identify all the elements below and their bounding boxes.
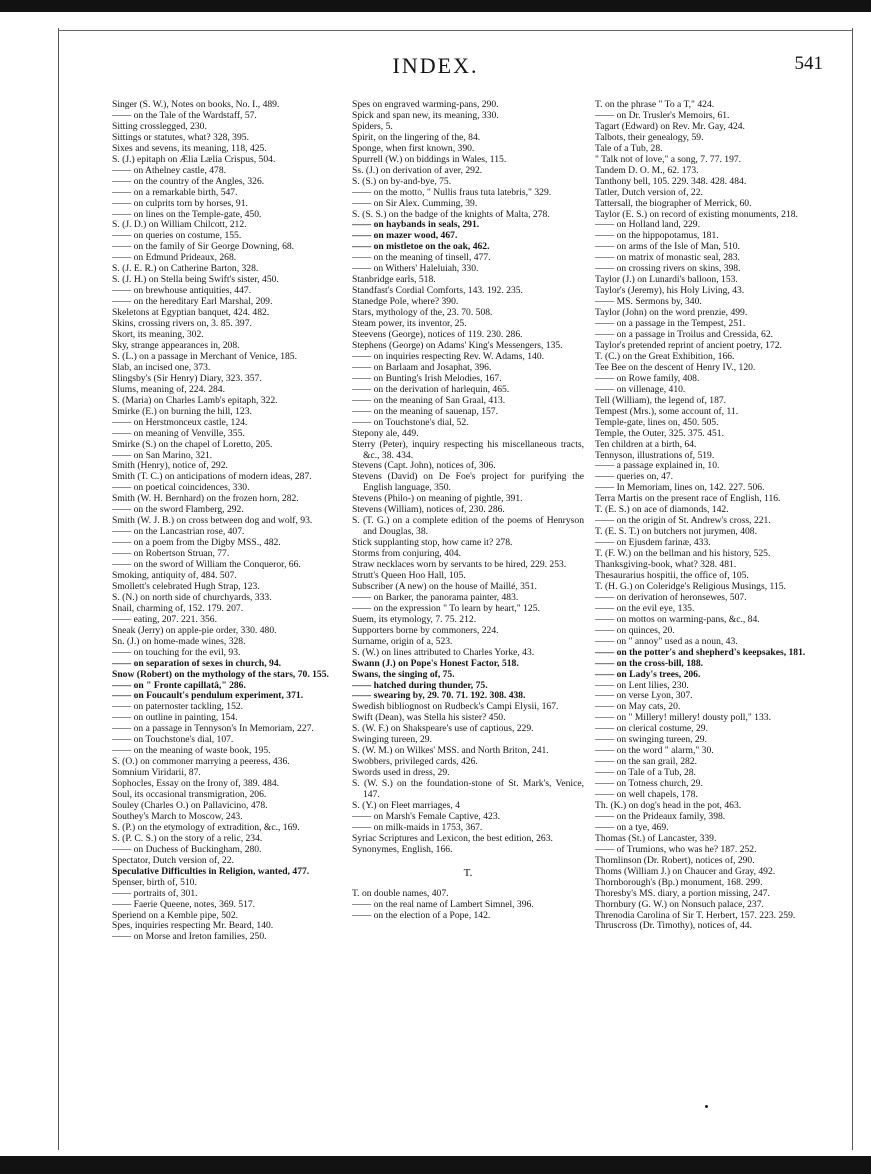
index-entry: Souley (Charles O.) on Pallavicino, 478.: [112, 800, 268, 811]
index-entry: —— on Dr. Trusler's Memoirs, 61.: [595, 109, 730, 121]
index-entry: —— on a poem from the Digby MSS., 482.: [112, 537, 281, 549]
index-entry: Spick and span new, its meaning, 330.: [352, 109, 499, 121]
index-entry: Storms from conjuring, 404.: [352, 548, 461, 560]
index-entry: —— on Bunting's Irish Melodies, 167.: [352, 372, 502, 384]
index-entry: Stevens (David) on De Foe's project for purifying the English language, 350.: [352, 471, 584, 494]
index-entry: —— on the election of a Pope, 142.: [352, 909, 491, 921]
index-entry: S. (Y.) on Fleet marriages, 4: [352, 800, 460, 811]
index-entry: Sixes and sevens, its meaning, 118, 425.: [112, 142, 267, 154]
index-entry: Tatler, Dutch version of, 22.: [595, 186, 703, 198]
index-entry: —— on Touchstone's dial, 107.: [112, 734, 234, 746]
index-entry: —— a passage explained in, 10.: [595, 460, 720, 472]
index-entry: —— on a passage in the Tempest, 251.: [595, 318, 746, 330]
index-entry: S. (P. C. S.) on the story of a relic, 234.: [112, 832, 263, 844]
index-entry: Subscriber (A new) on the house of Maillé, 351.: [352, 580, 537, 592]
index-entry: Spenser, birth of, 510.: [112, 876, 197, 888]
index-entry: —— on the meaning of waste book, 195.: [112, 745, 271, 757]
index-entry: Smith (T. C.) on anticipations of modern ideas, 287.: [112, 471, 312, 483]
index-entry: Stevens (Capt. John), notices of, 306.: [352, 460, 496, 472]
index-entry: —— on a passage in Troilus and Cressida, 62.: [595, 329, 774, 341]
index-entry: —— MS. Sermons by, 340.: [595, 296, 702, 308]
index-entry: Stephens (George) on Adams' King's Messengers, 135.: [352, 339, 563, 351]
index-entry: S. (P.) on the etymology of extradition, &c., 169.: [112, 821, 300, 833]
index-entry: S. (Maria) on Charles Lamb's epitaph, 322.: [112, 394, 278, 406]
index-entry: Southey's March to Moscow, 243.: [112, 810, 243, 822]
index-entry: Thomas (St.) of Lancaster, 339.: [595, 832, 717, 844]
index-entry: —— on the Lancastrian rose, 407.: [112, 526, 245, 538]
index-entry: Stars, mythology of the, 23. 70. 508.: [352, 307, 493, 319]
index-entry: —— on the hereditary Earl Marshal, 209.: [112, 296, 273, 308]
index-entry: Tandem D. O. M., 62. 173.: [595, 164, 699, 176]
index-entry: Singer (S. W.), Notes on books, No. I., 489.: [112, 99, 280, 110]
index-entry: Spes, inquiries respecting Mr. Beard, 140.: [112, 920, 274, 932]
index-entry: Taylor's (Jeremy), his Holy Living, 43.: [595, 285, 745, 297]
index-entry: —— on touching for the evil, 93.: [112, 646, 241, 658]
index-entry: —— on May cats, 20.: [595, 701, 681, 713]
index-entry: —— on clerical costume, 29.: [595, 723, 708, 735]
index-entry: Suem, its etymology, 7. 75. 212.: [352, 613, 477, 625]
index-entry: —— eating, 207. 221. 356.: [112, 613, 217, 625]
index-entry: —— on mazer wood, 467.: [352, 230, 458, 242]
index-entry: Swann (J.) on Pope's Honest Factor, 518.: [352, 657, 519, 669]
index-entry: Tempest (Mrs.), some account of, 11.: [595, 405, 739, 417]
index-entry: —— on Duchess of Buckingham, 280.: [112, 843, 262, 855]
index-entry: Smollett's celebrated Hugh Strap, 123.: [112, 580, 260, 592]
index-entry: T. (E. S.) on ace of diamonds, 142.: [595, 504, 729, 516]
index-entry: T. (C.) on the Great Exhibition, 166.: [595, 350, 735, 362]
index-entry: —— on haybands in seals, 291.: [352, 219, 480, 231]
index-entry: —— on milk-maids in 1753, 367.: [352, 821, 483, 833]
index-entry: —— portraits of, 301.: [112, 887, 198, 899]
index-entry: Taylor (John) on the word prenzie, 499.: [595, 307, 748, 319]
index-entry: —— on the sword of William the Conqueror, 66.: [112, 559, 301, 571]
index-entry: Skins, crossing rivers on, 3. 85. 397.: [112, 318, 252, 330]
index-entry: —— on poetical coincidences, 330.: [112, 482, 250, 494]
index-entry: —— on arms of the Isle of Man, 510.: [595, 241, 740, 253]
index-entry: Ss. (J.) on derivation of aver, 292.: [352, 164, 483, 176]
index-entry: Synonymes, English, 166.: [352, 843, 453, 855]
index-entry: —— on Ejusdem farinæ, 433.: [595, 537, 711, 549]
index-column-1: [112, 100, 340, 943]
index-entry: —— on swinging tureen, 29.: [595, 734, 707, 746]
index-entry: —— on the real name of Lambert Simnel, 396.: [352, 898, 534, 910]
index-entry: Swedish bibliognost on Rudbeck's Campi Elysii, 167.: [352, 701, 559, 713]
index-entry: Thoms (William J.) on Chaucer and Gray, 492.: [595, 865, 776, 877]
index-entry: Steevens (George), notices of 119. 230. 286.: [352, 329, 523, 341]
index-entry: —— on culprits torn by horses, 91.: [112, 197, 248, 209]
index-entry: Syriac Scriptures and Lexicon, the best edition, 263.: [352, 832, 553, 844]
index-entry: —— Faerie Queene, notes, 369. 517.: [112, 898, 256, 910]
index-entry: Skeletons at Egyptian banquet, 424. 482.: [112, 307, 270, 319]
scan-top-edge: [0, 0, 871, 12]
index-entry: —— on Barlaam and Josaphat, 396.: [352, 361, 492, 373]
index-entry: Sitting crosslegged, 230.: [112, 120, 207, 132]
index-entry: Thornbury (G. W.) on Nonsuch palace, 237.: [595, 898, 764, 910]
index-entry: S. (W. M.) on Wilkes' MSS. and North Briton, 241.: [352, 745, 549, 757]
index-entry: Spurrell (W.) on biddings in Wales, 115.: [352, 153, 507, 165]
index-entry: Sittings or statutes, what? 328, 395.: [112, 131, 249, 143]
index-entry: —— on brewhouse antiquities, 447.: [112, 285, 252, 297]
index-entry: —— on the sword Flamberg, 292.: [112, 504, 244, 516]
index-entry: Spectator, Dutch version of, 22.: [112, 854, 234, 866]
index-entry: Slums, meaning of, 224. 284.: [112, 383, 225, 395]
index-entry: —— on the hippopotamus, 181.: [595, 230, 719, 242]
index-entry: —— on meaning of Venville, 355.: [112, 427, 245, 439]
index-entry: —— on Robertson Struan, 77.: [112, 548, 230, 560]
index-entry: —— on the evil eye, 135.: [595, 602, 695, 614]
index-entry: —— on inquiries respecting Rev. W. Adams, 140.: [352, 350, 545, 362]
index-entry: T. on the phrase " To a T," 424.: [595, 99, 715, 110]
index-entry: —— on a passage in Tennyson's In Memoriam, 227.: [112, 723, 314, 735]
index-entry: Sn. (J.) on home-made wines, 328.: [112, 635, 246, 647]
index-entry: Thesaurarius hospitii, the office of, 105.: [595, 569, 749, 581]
index-entry: Terra Martis on the present race of English, 116.: [595, 493, 781, 505]
index-entry: —— on derivation of heronsewes, 507.: [595, 591, 747, 603]
page-title: INDEX.: [392, 53, 479, 78]
page-number: 541: [794, 53, 823, 74]
index-entry: Sterry (Peter), inquiry respecting his miscellaneous tracts, &c., 38. 434.: [352, 438, 584, 461]
index-entry: T. on double names, 407.: [352, 887, 449, 899]
index-entry: —— on the meaning of sauenap, 157.: [352, 405, 499, 417]
index-entry: T. (F. W.) on the bellman and his history, 525.: [595, 548, 771, 560]
index-entry: S. (O.) on commoner marrying a peeress, 436.: [112, 756, 290, 768]
index-entry: —— on the potter's and shepherd's keepsakes, 181.: [595, 646, 806, 658]
index-entry: Smith (Henry), notice of, 292.: [112, 460, 228, 472]
index-entry: —— on a tye, 469.: [595, 821, 669, 833]
index-entry: —— on the meaning of San Graal, 413.: [352, 394, 506, 406]
index-entry: Tell (William), the legend of, 187.: [595, 394, 727, 406]
index-entry: —— on the Prideaux family, 398.: [595, 810, 726, 822]
index-entry: Smith (W. H. Bernhard) on the frozen horn, 282.: [112, 493, 299, 505]
index-entry: —— on the expression " To learn by heart," 125.: [352, 602, 540, 614]
index-entry: —— on Marsh's Female Captive, 423.: [352, 810, 501, 822]
index-entry: Speculative Difficulties in Religion, wanted, 477.: [112, 865, 310, 877]
index-entry: —— on well chapels, 178.: [595, 789, 698, 801]
index-entry: —— on Athelney castle, 478.: [112, 164, 227, 176]
scan-bottom-edge: [0, 1156, 871, 1174]
index-entry: Tagart (Edward) on Rev. Mr. Gay, 424.: [595, 120, 745, 132]
index-entry: Strutt's Queen Hoo Hall, 105.: [352, 569, 466, 581]
index-entry: Taylor's pretended reprint of ancient poetry, 172.: [595, 339, 782, 351]
index-entry: Slab, an incised one, 373.: [112, 361, 211, 373]
index-entry: Smith (W. J. B.) on cross between dog and wolf, 93.: [112, 515, 313, 527]
index-entry: Temple, the Outer, 325. 375. 451.: [595, 427, 724, 439]
index-entry: —— on the san grail, 282.: [595, 756, 698, 768]
index-entry: Smirke (S.) on the chapel of Loretto, 205.: [112, 438, 273, 450]
index-entry: —— on mottos on warming-pans, &c., 84.: [595, 613, 760, 625]
index-entry: —— on Lent lilies, 230.: [595, 679, 689, 691]
index-entry: Temple-gate, lines on, 450. 505.: [595, 416, 719, 428]
left-margin-rule: [58, 28, 59, 1150]
index-entry: —— on the derivation of harlequin, 465.: [352, 383, 510, 395]
index-entry: Swinging tureen, 29.: [352, 734, 432, 746]
index-entry: —— In Memoriam, lines on, 142. 227. 506.: [595, 482, 765, 494]
index-entry: Th. (K.) on dog's head in the pot, 463.: [595, 800, 742, 811]
index-entry: S. (N.) on north side of churchyards, 333.: [112, 591, 272, 603]
index-entry: —— on lines on the Temple-gate, 450.: [112, 208, 262, 220]
index-entry: —— on Lady's trees, 206.: [595, 668, 701, 680]
index-entry: Somnium Viridarii, 87.: [112, 767, 201, 779]
index-entry: Standfast's Cordial Comforts, 143. 192. 235.: [352, 285, 523, 297]
index-entry: —— hatched during thunder, 75.: [352, 679, 488, 691]
index-entry: Straw necklaces worn by servants to be hired, 229. 253.: [352, 559, 567, 571]
index-entry: —— on queries on costume, 155.: [112, 230, 242, 242]
index-entry: —— on the cross-bill, 188.: [595, 657, 704, 669]
index-entry: —— on Barker, the panorama painter, 483.: [352, 591, 519, 603]
index-entry: Thomlinson (Dr. Robert), notices of, 290.: [595, 854, 755, 866]
index-entry: Spirit, on the lingering of the, 84.: [352, 131, 481, 143]
index-entry: —— on Herstmonceux castle, 124.: [112, 416, 248, 428]
index-entry: Spiders, 5.: [352, 120, 393, 132]
index-entry: S. (J. H.) on Stella being Swift's sister, 450.: [112, 274, 279, 286]
index-entry: —— on Holland land, 229.: [595, 219, 700, 231]
top-margin-rule: [58, 30, 853, 31]
index-entry: Steam power, its inventor, 25.: [352, 318, 467, 330]
index-entry: —— on separation of sexes in church, 94.: [112, 657, 282, 669]
index-entry: Sneak (Jerry) on apple-pie order, 330. 480.: [112, 624, 277, 636]
index-entry: Taylor (E. S.) on record of existing monuments, 218.: [595, 208, 798, 220]
index-entry: —— on Touchstone's dial, 52.: [352, 416, 469, 428]
section-heading: T.: [463, 866, 473, 879]
index-entry: Tennyson, illustrations of, 519.: [595, 449, 715, 461]
index-entry: Swans, the singing of, 75.: [352, 668, 455, 680]
index-entry: Thruscross (Dr. Timothy), notices of, 44.: [595, 920, 752, 932]
index-entry: Tanthony bell, 105. 229. 348. 428. 484.: [595, 175, 747, 187]
index-entry: Swift (Dean), was Stella his sister? 450.: [352, 712, 506, 724]
index-entry: Swords used in dress, 29.: [352, 767, 450, 779]
index-entry: Smoking, antiquity of, 484. 507.: [112, 569, 237, 581]
index-entry: Thornborough's (Bp.) monument, 168. 299.: [595, 876, 763, 888]
index-entry: Skort, its meaning, 302.: [112, 329, 204, 341]
index-column-3: [595, 100, 833, 932]
index-entry: Slingsby's (Sir Henry) Diary, 323. 357.: [112, 372, 262, 384]
index-entry: Thoresby's MS. diary, a portion missing, 247.: [595, 887, 770, 899]
index-entry: —— on the motto, " Nullis fraus tuta latebris," 329.: [352, 186, 552, 198]
index-entry: Sophocles, Essay on the Irony of, 389. 484.: [112, 778, 280, 790]
index-entry: Snow (Robert) on the mythology of the stars, 70. 155.: [112, 668, 329, 680]
index-entry: —— queries on, 47.: [595, 471, 674, 483]
index-entry: S. (W. S.) on the foundation-stone of St. Mark's, Venice, 147.: [352, 778, 584, 801]
index-entry: —— on the origin of St. Andrew's cross, 221.: [595, 515, 771, 527]
index-entry: —— on " annoy" used as a noun, 43.: [595, 635, 738, 647]
index-entry: Speriend on a Kemble pipe, 502.: [112, 909, 239, 921]
index-entry: S. (W.) on lines attributed to Charles Yorke, 43.: [352, 646, 535, 658]
index-entry: —— on quinces, 20.: [595, 624, 675, 636]
index-entry: Thanksgiving-book, what? 328. 481.: [595, 559, 737, 571]
index-entry: —— on mistletoe on the oak, 462.: [352, 241, 490, 253]
index-entry: —— on matrix of monastic seal, 283.: [595, 252, 740, 264]
index-entry: S. (S.) on by-and-bye, 75.: [352, 175, 452, 187]
index-entry: S. (J.) epitaph on Ælia Lælia Crispus, 504.: [112, 153, 276, 165]
index-entry: S. (L.) on a passage in Merchant of Venice, 185.: [112, 350, 297, 362]
index-entry: T. (H. G.) on Coleridge's Religious Musings, 115.: [595, 580, 786, 592]
index-entry: Snail, charming of, 152. 179. 207.: [112, 602, 244, 614]
index-entry: Smirke (E.) on burning the hill, 123.: [112, 405, 252, 417]
index-entry: —— on Edmund Prideaux, 268.: [112, 252, 237, 264]
index-entry: Stevens (William), notices of, 230. 286.: [352, 504, 505, 516]
index-entry: " Talk not of love," a song, 7. 77. 197.: [595, 153, 742, 165]
index-entry: Threnodia Carolina of Sir T. Herbert, 157. 223. 259.: [595, 909, 796, 921]
index-entry: Stepony ale, 449.: [352, 427, 419, 439]
index-entry: —— on " Fronte capillatâ," 286.: [112, 679, 246, 691]
index-entry: Taylor (J.) on Lunardi's balloon, 153.: [595, 274, 738, 286]
index-entry: S. (T. G.) on a complete edition of the poems of Henryson and Douglas, 38.: [352, 515, 584, 538]
index-entry: T. (E. S. T.) on butchers not jurymen, 408.: [595, 526, 758, 538]
index-entry: —— on " Millery! millery! dousty poll," 133.: [595, 712, 771, 724]
index-entry: S. (W. F.) on Shakspeare's use of captious, 229.: [352, 723, 534, 735]
index-entry: Stanedge Pole, where? 390.: [352, 296, 459, 308]
index-entry: Tee Bee on the descent of Henry IV., 120.: [595, 361, 756, 373]
right-margin-rule: [852, 28, 853, 1150]
index-entry: —— on the family of Sir George Downing, 68.: [112, 241, 295, 253]
index-entry: —— on crossing rivers on skins, 398.: [595, 263, 741, 275]
index-entry: —— on verse Lyon, 307.: [595, 690, 693, 702]
index-entry: Spes on engraved warming-pans, 290.: [352, 99, 499, 110]
index-entry: Stevens (Philo-) on meaning of pightle, 391.: [352, 493, 523, 505]
index-entry: —— on Foucault's pendulum experiment, 371.: [112, 690, 304, 702]
index-entry: Talbots, their genealogy, 59.: [595, 131, 704, 143]
index-entry: Stanbridge earls, 518.: [352, 274, 436, 286]
stray-mark: [705, 1105, 708, 1108]
index-entry: Sponge, when first known, 390.: [352, 142, 475, 154]
index-entry: S. (S. S.) on the badge of the knights of Malta, 278.: [352, 208, 550, 220]
index-entry: —— on villenage, 410.: [595, 383, 686, 395]
index-entry: Stick supplanting stop, how came it? 278.: [352, 537, 513, 549]
index-entry: S. (J. E. R.) on Catherine Barton, 328.: [112, 263, 259, 275]
index-entry: —— on Totness church, 29.: [595, 778, 703, 790]
index-entry: —— on paternoster tackling, 152.: [112, 701, 244, 713]
index-entry: —— on San Marino, 321.: [112, 449, 213, 461]
index-entry: —— on the country of the Angles, 326.: [112, 175, 265, 187]
index-entry: —— on Morse and Ireton families, 250.: [112, 931, 267, 943]
index-entry: —— swearing by, 29. 70. 71. 192. 308. 438.: [352, 690, 526, 702]
index-entry: —— on outline in painting, 154.: [112, 712, 238, 724]
index-entry: —— on Tale of a Tub, 28.: [595, 767, 696, 779]
index-entry: Sky, strange appearances in, 208.: [112, 339, 240, 351]
index-entry: Tale of a Tub, 28.: [595, 142, 663, 154]
index-entry: —— of Trumions, who was he? 187. 252.: [595, 843, 757, 855]
index-entry: —— on Rowe family, 408.: [595, 372, 700, 384]
index-entry: Swobbers, privileged cards, 426.: [352, 756, 478, 768]
index-entry: Tattersall, the biographer of Merrick, 60.: [595, 197, 752, 209]
index-entry: —— on the word " alarm," 30.: [595, 745, 714, 757]
index-entry: Surname, origin of a, 523.: [352, 635, 453, 647]
index-entry: —— on Sir Alex. Cumming, 39.: [352, 197, 478, 209]
index-entry: —— on the Tale of the Wardstaff, 57.: [112, 109, 257, 121]
index-entry: S. (J. D.) on William Chilcott, 212.: [112, 219, 247, 231]
index-entry: Supporters borne by commoners, 224.: [352, 624, 499, 636]
index-entry: —— on the meaning of tinsell, 477.: [352, 252, 491, 264]
index-column-2: [352, 100, 584, 922]
index-entry: Ten children at a birth, 64.: [595, 438, 697, 450]
index-entry: Soul, its occasional transmigration, 206.: [112, 789, 267, 801]
index-entry: —— on a remarkable birth, 547.: [112, 186, 238, 198]
index-entry: —— on Withers' Haleluiah, 330.: [352, 263, 479, 275]
